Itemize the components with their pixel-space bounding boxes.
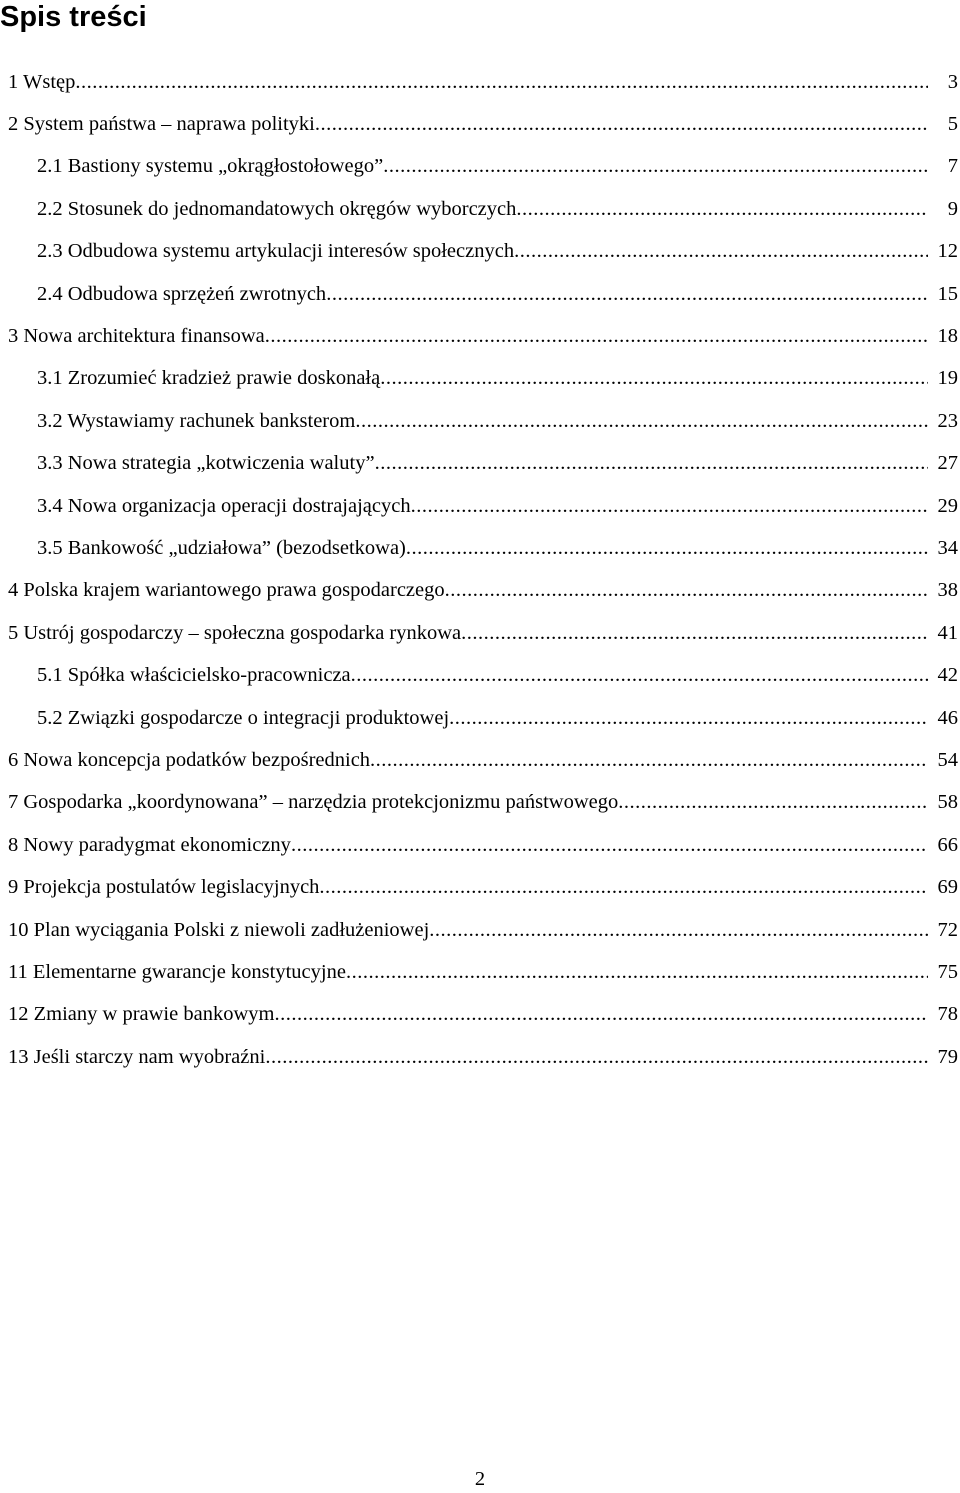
toc-entry-page: 42 <box>937 664 958 687</box>
toc-entry-page: 58 <box>937 791 958 814</box>
dot-leader <box>346 961 928 984</box>
toc-entry-title: 1 Wstęp <box>8 70 76 93</box>
toc-entry[interactable] <box>0 866 960 908</box>
dot-leader <box>618 791 928 814</box>
dot-leader <box>265 1046 928 1069</box>
dot-leader <box>514 240 928 263</box>
toc-entry[interactable] <box>0 358 960 400</box>
toc-entry-page: 75 <box>937 960 958 983</box>
toc-entry-page: 72 <box>937 918 958 941</box>
toc-entry[interactable] <box>0 188 960 230</box>
dot-leader <box>75 71 928 94</box>
dot-leader <box>315 113 928 136</box>
toc-entry[interactable] <box>0 146 960 188</box>
toc-entry-title: 5.2 Związki gospodarcze o integracji produktowej <box>37 706 450 729</box>
toc-entry[interactable] <box>0 697 960 739</box>
toc-entry-title: 3 Nowa architektura finansowa <box>8 325 265 348</box>
toc-entry-title: 6 Nowa koncepcja podatków bezpośrednich <box>8 748 371 771</box>
dot-leader <box>265 325 928 348</box>
toc-entry-page: 66 <box>937 833 958 856</box>
toc-entry-title: 10 Plan wyciągania Polski z niewoli zadłużeniowej <box>8 918 430 941</box>
toc-entry-title: 2.2 Stosunek do jednomandatowych okręgów wyborczych <box>37 197 517 220</box>
dot-leader <box>383 155 928 178</box>
toc-entry[interactable] <box>0 527 960 569</box>
dot-leader <box>445 579 928 602</box>
toc-entry-title: 5 Ustrój gospodarczy – społeczna gospodarka rynkowa <box>8 621 462 644</box>
toc-entry[interactable] <box>0 1036 960 1078</box>
toc-entry[interactable] <box>0 994 960 1036</box>
toc-entry[interactable] <box>0 61 960 103</box>
toc-entry-page: 12 <box>937 240 958 263</box>
dot-leader <box>411 495 928 518</box>
table-of-contents <box>0 61 960 1078</box>
dot-leader <box>516 198 928 221</box>
toc-entry[interactable] <box>0 739 960 781</box>
toc-entry[interactable] <box>0 570 960 612</box>
toc-entry-page: 27 <box>937 452 958 475</box>
toc-entry-title: 2 System państwa – naprawa polityki <box>8 113 315 136</box>
toc-entry-title: 2.3 Odbudowa systemu artykulacji interesów społecznych <box>37 240 515 263</box>
toc-entry[interactable] <box>0 909 960 951</box>
toc-entry-page: 19 <box>937 367 958 390</box>
toc-entry[interactable] <box>0 782 960 824</box>
toc-entry[interactable] <box>0 951 960 993</box>
toc-entry-page: 7 <box>947 155 958 178</box>
toc-entry-page: 5 <box>947 113 958 136</box>
toc-entry-title: 5.1 Spółka właścicielsko-pracownicza <box>37 664 351 687</box>
toc-entry-title: 2.1 Bastiony systemu „okrągłostołowego” <box>37 155 384 178</box>
toc-entry[interactable] <box>0 231 960 273</box>
dot-leader <box>461 622 928 645</box>
page-title: Spis treści <box>0 1 147 33</box>
toc-entry-page: 29 <box>937 494 958 517</box>
toc-entry-page: 41 <box>937 621 958 644</box>
toc-entry-title: 13 Jeśli starczy nam wyobraźni <box>8 1045 266 1068</box>
dot-leader <box>406 537 928 560</box>
toc-entry-page: 78 <box>937 1003 958 1026</box>
toc-entry[interactable] <box>0 654 960 696</box>
toc-entry[interactable] <box>0 103 960 145</box>
dot-leader <box>449 707 928 730</box>
toc-entry[interactable] <box>0 273 960 315</box>
toc-entry-title: 11 Elementarne gwarancje konstytucyjne <box>8 960 346 983</box>
dot-leader <box>375 452 928 475</box>
dot-leader <box>370 749 928 772</box>
toc-entry-page: 38 <box>937 579 958 602</box>
toc-entry-title: 3.4 Nowa organizacja operacji dostrajających <box>37 494 411 517</box>
dot-leader <box>351 664 928 687</box>
toc-entry-title: 12 Zmiany w prawie bankowym <box>8 1003 275 1026</box>
toc-entry-page: 15 <box>937 282 958 305</box>
dot-leader <box>380 367 928 390</box>
toc-entry-title: 2.4 Odbudowa sprzężeń zwrotnych <box>37 282 327 305</box>
toc-entry-title: 3.3 Nowa strategia „kotwiczenia waluty” <box>37 452 375 475</box>
toc-entry-page: 3 <box>947 70 958 93</box>
toc-entry-page: 46 <box>937 706 958 729</box>
dot-leader <box>429 919 928 942</box>
toc-entry-title: 7 Gospodarka „koordynowana” – narzędzia protekcjonizmu państwowego <box>8 791 619 814</box>
toc-entry[interactable] <box>0 315 960 357</box>
toc-entry-title: 4 Polska krajem wariantowego prawa gospodarczego <box>8 579 445 602</box>
toc-entry-page: 54 <box>937 748 958 771</box>
toc-entry-page: 69 <box>937 876 958 899</box>
toc-entry-title: 3.5 Bankowość „udziałowa” (bezodsetkowa) <box>37 536 406 559</box>
toc-entry-page: 23 <box>937 409 958 432</box>
toc-entry[interactable] <box>0 824 960 866</box>
toc-entry[interactable] <box>0 443 960 485</box>
toc-entry-page: 34 <box>937 536 958 559</box>
toc-entry[interactable] <box>0 400 960 442</box>
toc-entry[interactable] <box>0 612 960 654</box>
dot-leader <box>326 283 928 306</box>
dot-leader <box>291 834 928 857</box>
dot-leader <box>355 410 928 433</box>
toc-entry-title: 8 Nowy paradygmat ekonomiczny <box>8 833 291 856</box>
page-number: 2 <box>474 1468 486 1490</box>
toc-entry-title: 3.1 Zrozumieć kradzież prawie doskonałą <box>37 367 381 390</box>
toc-entry-page: 9 <box>947 197 958 220</box>
toc-entry-title: 3.2 Wystawiamy rachunek banksterom <box>37 409 356 432</box>
toc-entry[interactable] <box>0 485 960 527</box>
toc-entry-page: 18 <box>937 325 958 348</box>
dot-leader <box>274 1003 928 1026</box>
toc-entry-page: 79 <box>937 1045 958 1068</box>
dot-leader <box>319 876 928 899</box>
toc-entry-title: 9 Projekcja postulatów legislacyjnych <box>8 876 320 899</box>
